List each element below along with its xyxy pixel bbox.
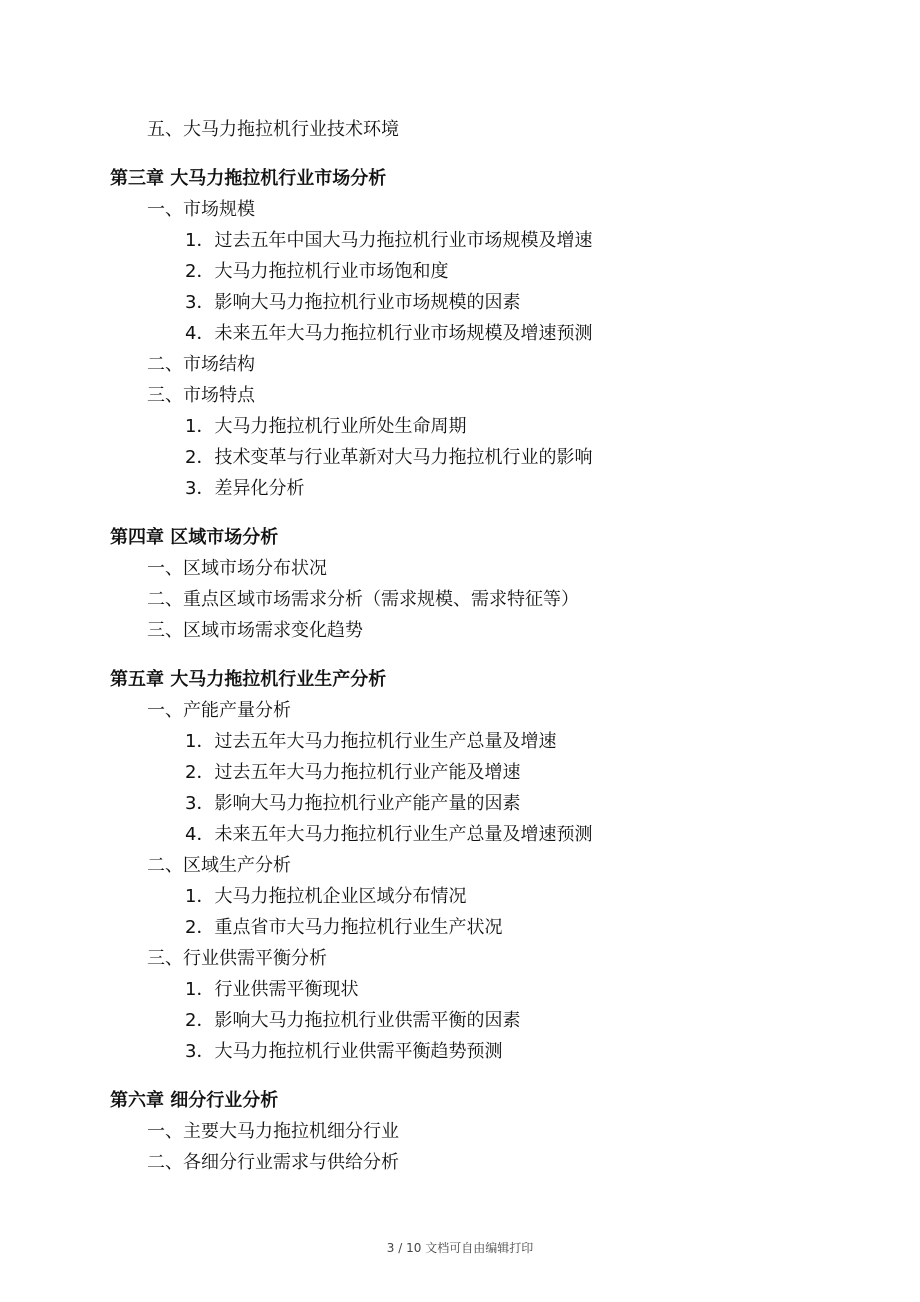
subsection-item: 4．未来五年大马力拖拉机行业生产总量及增速预测 <box>185 824 593 845</box>
subsection-item: 1．行业供需平衡现状 <box>185 979 359 1000</box>
chapter-heading: 第三章 大马力拖拉机行业市场分析 <box>110 168 387 189</box>
section-heading: 三、行业供需平衡分析 <box>147 948 327 969</box>
subsection-item: 4．未来五年大马力拖拉机行业市场规模及增速预测 <box>185 323 593 344</box>
subsection-item: 3．大马力拖拉机行业供需平衡趋势预测 <box>185 1041 503 1062</box>
chapter-heading: 第四章 区域市场分析 <box>110 527 279 548</box>
section-heading: 一、区域市场分布状况 <box>147 558 327 579</box>
subsection-item: 2．大马力拖拉机行业市场饱和度 <box>185 261 449 282</box>
chapter-heading: 第六章 细分行业分析 <box>110 1090 279 1111</box>
subsection-item: 2．重点省市大马力拖拉机行业生产状况 <box>185 917 503 938</box>
section-heading: 三、市场特点 <box>147 385 255 406</box>
subsection-item: 3．差异化分析 <box>185 478 305 499</box>
subsection-item: 1．过去五年中国大马力拖拉机行业市场规模及增速 <box>185 230 593 251</box>
section-heading: 二、各细分行业需求与供给分析 <box>147 1152 399 1173</box>
subsection-item: 2．过去五年大马力拖拉机行业产能及增速 <box>185 762 521 783</box>
section-heading: 三、区域市场需求变化趋势 <box>147 620 363 641</box>
section-heading: 一、市场规模 <box>147 199 255 220</box>
subsection-item: 1．大马力拖拉机企业区域分布情况 <box>185 886 467 907</box>
subsection-item: 2．技术变革与行业革新对大马力拖拉机行业的影响 <box>185 447 593 468</box>
section-heading: 二、重点区域市场需求分析（需求规模、需求特征等） <box>147 589 579 610</box>
subsection-item: 1．大马力拖拉机行业所处生命周期 <box>185 416 467 437</box>
page-footer: 3 / 10 文档可自由编辑打印 <box>386 1241 534 1255</box>
section-heading: 一、产能产量分析 <box>147 700 291 721</box>
subsection-item: 2．影响大马力拖拉机行业供需平衡的因素 <box>185 1010 521 1031</box>
subsection-item: 1．过去五年大马力拖拉机行业生产总量及增速 <box>185 731 557 752</box>
section-heading: 五、大马力拖拉机行业技术环境 <box>147 119 399 140</box>
chapter-heading: 第五章 大马力拖拉机行业生产分析 <box>110 669 387 690</box>
section-heading: 二、市场结构 <box>147 354 255 375</box>
section-heading: 一、主要大马力拖拉机细分行业 <box>147 1121 399 1142</box>
section-heading: 二、区域生产分析 <box>147 855 291 876</box>
subsection-item: 3．影响大马力拖拉机行业市场规模的因素 <box>185 292 521 313</box>
subsection-item: 3．影响大马力拖拉机行业产能产量的因素 <box>185 793 521 814</box>
